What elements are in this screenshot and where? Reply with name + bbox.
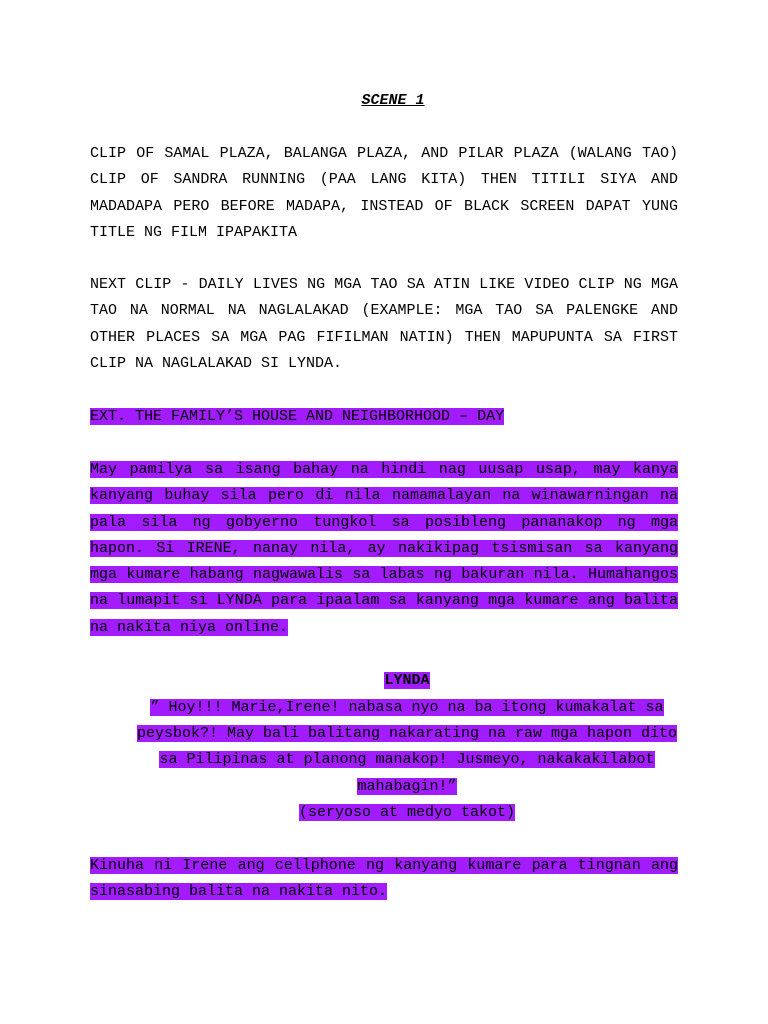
paragraph-text: CLIP OF SAMAL PLAZA, BALANGA PLAZA, AND PILAR PLAZA (WALANG TAO) CLIP OF SANDRA RUNNING (PAA LANG KITA) THEN TITILI SIYA AND MADADAPA PERO BEFORE MADAPA, INSTEAD OF BLACK SCREEN DAPAT YUNG TITLE NG FILM IPAPAKITA	[90, 145, 678, 241]
action-paragraph-2	[90, 853, 678, 906]
parenthetical-text: (seryoso at medyo takot)	[298, 804, 516, 821]
paragraph-next-clip	[90, 272, 678, 377]
dialogue-text: ” Hoy!!! Marie,Irene! nabasa nyo na ba itong kumakalat sa	[150, 699, 664, 716]
dialogue-line-4	[136, 774, 678, 800]
action-text: Kinuha ni Irene ang cellphone ng kanyang kumare para tingnan ang sinasabing balita na nakita nito.	[90, 857, 678, 901]
character-name	[136, 668, 678, 694]
dialogue-line-3	[136, 747, 678, 773]
dialogue-text: sa Pilipinas at planong manakop! Jusmeyo, nakakakilabot	[159, 751, 655, 768]
action-paragraph-1	[90, 457, 678, 641]
character-name-text: LYNDA	[384, 672, 430, 689]
parenthetical	[136, 800, 678, 826]
scene-title: SCENE 1	[361, 92, 425, 109]
scene-heading-text: EXT. THE FAMILY’S HOUSE AND NEIGHBORHOOD – DAY	[90, 408, 505, 425]
paragraph-text: NEXT CLIP - DAILY LIVES NG MGA TAO SA ATIN LIKE VIDEO CLIP NG MGA TAO NA NORMAL NA NAGLALAKAD (EXAMPLE: MGA TAO SA PALENGKE AND OTHER PLACES SA MGA PAG FIFILMAN NATIN) THEN MAPUPUNTA SA FIRST CLIP NA NAGLALAKAD SI LYNDA.	[90, 276, 678, 372]
dialogue-text: mahabagin!”	[357, 778, 457, 795]
dialogue-text: peysbok?! May bali balitang nakarating na raw mga hapon dito	[136, 725, 678, 742]
paragraph-clip-description	[90, 141, 678, 246]
action-text: May pamilya sa isang bahay na hindi nag uusap usap, may kanya kanyang buhay sila pero di nila namamalayan na winawarningan na pala sila ng gobyerno tungkol sa posibleng pananakop ng mga hapon. Si IRENE, nanay nila, ay nakikipag tsismisan sa kanyang mga kumare habang nagwawalis sa labas ng bakuran nila. Humahangos na lumapit si LYNDA para ipaalam sa kanyang mga kumare ang balita na nakita niya online.	[90, 461, 678, 636]
scene-heading	[90, 404, 678, 430]
dialogue-line-2	[136, 721, 678, 747]
dialogue-line-1	[136, 695, 678, 721]
